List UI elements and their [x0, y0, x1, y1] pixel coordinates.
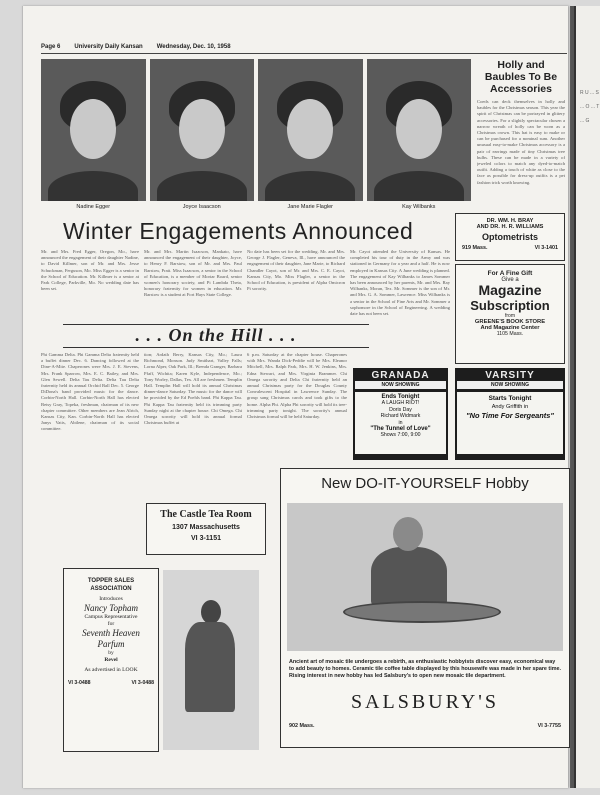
- portrait-caption: Jane Marie Flagler: [287, 204, 334, 210]
- topper-sales-ad: [63, 568, 159, 752]
- ad-text: The Castle Tea Room: [160, 509, 252, 520]
- castle-tea-room-ad: [146, 503, 266, 555]
- ad-text: by: [108, 650, 114, 656]
- ad-phone: VI 3-7755: [537, 723, 561, 729]
- holly-article: [477, 59, 565, 209]
- article-column: Mr. Cayot attended the University of Kansas. He completed his tour of duty in the Army and was stationed in Germany for a year and a half. He is now employed in Kansas City. A June wedding is planned. The engagement of Kay Wilbanks to James Sommer has been announced by her parents, Mr. and Mrs. Ray Wilbanks, Moran, Tex. Mr. Sommer is the son of Mr. and Mrs. G. A. Sommer, Lawrence. Miss Wilbanks is a senior in the School of Fine Arts and Mr. Sommer a sophomore in the School of Engineering. A wedding date has not been set.: [350, 249, 450, 317]
- ad-text: Ends Tonight: [381, 394, 420, 400]
- ad-address: 902 Mass.: [289, 723, 315, 729]
- ad-text: Shows 7:00, 9:00: [380, 432, 421, 439]
- ad-phone: VI 3-1151: [191, 535, 221, 542]
- ad-text: Doris Day: [389, 406, 412, 413]
- ad-text: TOPPER SALES: [87, 578, 135, 584]
- portrait: [258, 59, 363, 215]
- edge-text: R U ... S ... O ... T ... G: [580, 90, 600, 124]
- portrait-row: [41, 59, 471, 215]
- society-column: tion; Ardath Berry, Kansas City, Mo.; Laura Richmond, Monson. Judy Smithart, Valley Falls; Lorna Alper, Oak Park, Ill.; Brenda Granger, Barbara Pfaff, Wichita; Karen Kyle, Independence, Mo.; Tony Worley, Dallas, Tex. All are freshmen. Templin Hall. Templin Hall will hold its annual Christmas dinner-dance Saturday. The music for the dance will be provided by the Ed Poehls band. Phi Kappa Tau. Phi Kappa Tau fraternity held its trimming party Sunday night at the chapter house. Chi Omega. Chi Omega sorority will hold its annual formal Christmas buffet at: [144, 352, 242, 426]
- portrait: [367, 59, 472, 215]
- ad-text: DR. WM. H. BRAY: [486, 218, 534, 224]
- portrait-caption: Joyce Isaacson: [182, 204, 221, 210]
- portrait-photo: [150, 59, 255, 201]
- page-number: Page 6: [41, 44, 61, 50]
- article-column: Mr. and Mrs. Fred Egger, Oregon, Mo., have announced the engagement of their daughter Nadine, to David Killmer, son of Mr. and Mrs. Jesse Schuckman, Ferguson, Mo. Miss Egger is a senior in the School of Education. Mr. Killmer is a senior at Park College, Parkville, Mo. No wedding date has been set.: [41, 249, 139, 292]
- ad-text: Richard Widmark: [380, 413, 421, 420]
- ad-text: Campus Representative: [84, 614, 138, 620]
- varsity-ad: [455, 368, 565, 460]
- page-header: [41, 44, 567, 54]
- ad-text: And Magazine Center: [480, 325, 540, 331]
- holly-headline: Holly and Baubles To Be Accessories: [484, 59, 558, 95]
- granada-ad: [353, 368, 448, 460]
- ad-text: Subscription: [470, 298, 550, 313]
- on-the-hill-banner: . . . On the Hill . . .: [63, 324, 369, 348]
- magazine-ad: [455, 264, 565, 364]
- optometrist-ad: [455, 213, 565, 261]
- salsbury-ad: [280, 468, 570, 748]
- article-column: Mr. and Mrs. Martin Isaacson, Mankato, have announced the engagement of their daughter, Joyce, to Henry F. Barstow, son of Mr. and Mrs. Paul Barstow, Pratt. Miss Isaacson, a senior in the School of Education, is a member of Mortar Board, senior women's honorary society, and Pi Lambda Theta, honorary fraternity for women in education. Mr. Barstow is a student at Fort Hays State College.: [144, 249, 242, 298]
- ad-text: "No Time For Sergeants": [466, 411, 554, 420]
- ad-text: For A Fine Gift: [487, 270, 533, 277]
- ad-phone: VI 3-0488: [131, 680, 154, 686]
- newspaper-page: [22, 6, 568, 788]
- ad-text: Introduces: [99, 596, 123, 602]
- now-showing-bar: NOW SHOWING: [457, 381, 563, 389]
- ad-text: Optometrists: [481, 232, 538, 242]
- ad-address: 1307 Massachusetts: [172, 524, 240, 531]
- ad-text: from: [505, 313, 515, 319]
- now-showing-bar: NOW SHOWING: [355, 381, 446, 389]
- portrait: [41, 59, 146, 215]
- ad-text: Seventh Heaven: [82, 628, 140, 638]
- portrait-caption: Nadine Egger: [76, 204, 111, 210]
- issue-date: Wednesday, Dec. 10, 1958: [156, 44, 231, 50]
- ad-text: 1105 Mass.: [496, 331, 524, 337]
- society-column: 6 p.m. Saturday at the chapter house. Chaperones with Mrs. Wanda Dick-Peddie will be Mrs. Eleanor Mitchell, Mrs. Ralph Park, Mrs. H. W. Jenkins, Mrs. Edna Stewart, and Mrs. Virginia Brammer. Chi Omega sorority and Delta Chi fraternity held an annual Christmas party for the Douglas County Convalescent Hospital in Lawrence Sunday. The group sang Christmas carols and took gifts to the home. Alpha Phi. Alpha Phi sorority will hold its tree-trimming party tonight. The sorority's annual Christmas formal will be held Saturday.: [247, 352, 347, 420]
- mosaic-table-photo: [287, 503, 563, 651]
- ad-text: A LAUGH RIOT!: [381, 400, 420, 407]
- ad-text: Nancy Topham: [84, 603, 138, 613]
- ad-phone: VI 3-0488: [68, 680, 91, 686]
- portrait: [150, 59, 255, 215]
- ad-text: Revel: [104, 657, 118, 663]
- hobby-headline: New DO-IT-YOURSELF Hobby: [321, 475, 529, 492]
- portrait-photo: [258, 59, 363, 201]
- ad-text: Starts Tonight: [488, 395, 532, 402]
- theater-name: VARSITY: [485, 370, 535, 381]
- engagements-headline: Winter Engagements Announced: [63, 218, 414, 244]
- representative-photo: [163, 570, 259, 750]
- ad-text: in: [398, 419, 403, 426]
- holly-body: Coeds can deck themselves in holly and baubles for the Christmas season. This year the spirit of Christmas can be portrayed in glittery accessories. For a slightly spectacular chosen a narrow wreath of holly can be worn as a Christmas crown. This hat is easy to make or can be purchased for a nominal sum. Another unusual easy-to-make Christmas accessory is a pair of earrings made of tiny Christmas tree bulbs. These can be made in a variety of jeweled colors to match any dyed-to-match outfit. Adding a touch of white as close to the face as possible for dress-up outfits is a pet fashion trick worth knowing.: [477, 99, 565, 185]
- portrait-photo: [367, 59, 472, 201]
- society-column: Phi Gamma Delta. Phi Gamma Delta fraternity held a buffet dinner Dec. 6. Dancing followed at the Dine-A-Mite. Chaperones were Mrs. J. E. Stevens, Mrs. Frank Sparrow, Mrs. E. C. Bailey, and Mrs. Glen Sewell. Delta Tau Delta. Delta Tau Delta fraternity held its annual Orchid Ball Dec. 5. George DiDona's band provided music for the dance. Corbin-North Hall. Corbin-North Hall has elected Betsy Gray, Topeka, freshman, chairman of its new chapter committee. Other members are Jean Alrich, Kansas City, Kan. Corbin-North Hall has elected Janys Vatis, Abilene, chairman of its social committee.: [41, 352, 139, 432]
- ad-text: Andy Griffith in: [491, 404, 529, 410]
- portrait-caption: Kay Wilbanks: [402, 204, 436, 210]
- ad-text: Give a: [501, 277, 519, 283]
- ad-text: "The Tunnel of Love": [370, 426, 431, 433]
- ad-text: Magazine: [478, 282, 542, 298]
- ad-text: AND DR. H. R. WILLIAMS: [476, 224, 544, 230]
- store-name: SALSBURY'S: [350, 691, 500, 713]
- adjacent-page-edge: [574, 6, 600, 788]
- ad-text: As advertised in LOOK: [84, 667, 138, 673]
- ad-text: ASSOCIATION: [90, 586, 132, 592]
- theater-name: GRANADA: [371, 370, 430, 381]
- portrait-photo: [41, 59, 146, 201]
- ad-address: 919 Mass.: [462, 245, 488, 251]
- ad-text: GREENE'S BOOK STORE: [474, 319, 546, 325]
- ad-text: for: [107, 621, 115, 627]
- paper-name: University Daily Kansan: [74, 44, 143, 50]
- hobby-caption: Ancient art of mosaic tile undergoes a rebirth, as enthusiastic hobbyists discover easy, economical way to add beauty to homes. Ceramic tile coffee table displayed by this housewife was made in her spare time. Rising interest in new hobby has led Salsbury's to open new mosaic tile department.: [289, 659, 562, 679]
- article-column: No date has been set for the wedding. Mr. and Mrs. George J. Flagler, Geneva, Ill., have announced the engagement of their daughter, Jane Marie, to Richard Chandler Cayot, son of Mr. and Mrs. C. E. Cayot, Kansas City, Mo. Miss Flagler, a senior in the School of Education, is president of Alpha Omicron Pi sorority.: [247, 249, 345, 292]
- ad-phone: VI 3-1401: [534, 245, 558, 251]
- ad-text: Parfum: [97, 639, 125, 649]
